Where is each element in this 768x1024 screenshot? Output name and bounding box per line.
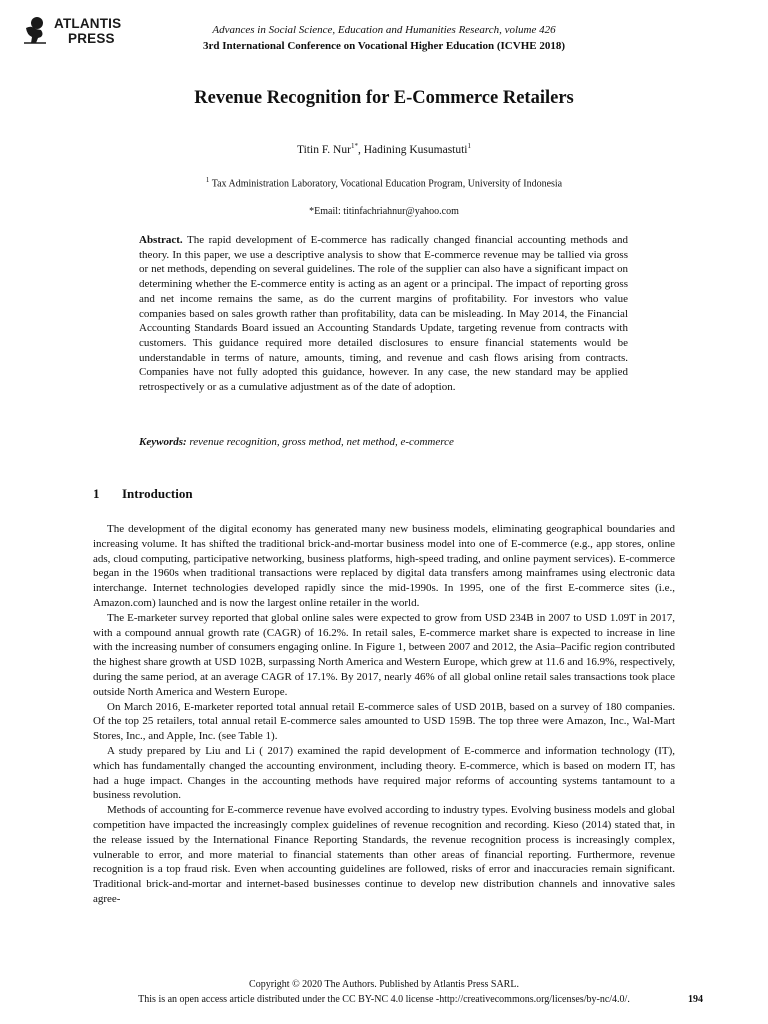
keywords (139, 435, 628, 449)
section-heading (93, 486, 193, 502)
author-separator: , (357, 143, 364, 156)
page-number: 194 (688, 994, 703, 1005)
author-name: Hadining Kusumastuti (363, 143, 468, 156)
paragraph: The development of the digital economy has generated many new business models, eliminating geographical boundaries and increasing volume. It has shifted the traditional brick-and-mortar business model into one of E-commerce (e.g., app stores, online ads, cloud computing, participative networking, business platforms, high-speed trading, and online payment services). E-commerce began in the 1960s when traditional transactions were replaced by digital data transfers among mainframes using electronic data interchange. Internet technologies developed rapidly since the mid-1990s. In 1995, one of the first E-commerce sites (i.e., Amazon.com) launched and is now the largest online retailer in the world. (93, 523, 675, 609)
abstract-text: The rapid development of E-commerce has radically changed financial accounting methods and theory. In this paper, we use a descriptive analysis to show that E-commerce revenue may be tallied via gross or net methods, depending on several guidelines. The role of the supplier can also have a significant impact on determining whether the E-commerce entity is acting as an agent or a principal. The impact of reporting gross and net income remains the same, as do the current margins of profitability. For investors who value companies based on sales growth rather than profitability, data can be misleading. In May 2014, the Financial Accounting Standards Board issued an Accounting Standards Update, targeting revenue from contracts with customers. This guidance required more detailed disclosures to ensure financial statements would be understandable in terms of nature, amounts, timing, and revenue and cash flows arising from contracts. Companies have not fully adopted this guidance, however. In any case, the new standard may be applied retrospectively or as a cumulative adjustment as of the date of adoption. (139, 234, 628, 394)
copyright-notice: Copyright © 2020 The Authors. Published by Atlantis Press SARL. (249, 979, 519, 990)
author-affiliation-mark: 1 (467, 142, 472, 150)
license-notice: This is an open access article distributed under the CC BY-NC 4.0 license -http://creativecommons.org/licenses/by-nc/4.0/. (138, 994, 630, 1005)
author-name: Titin F. Nur (296, 143, 351, 156)
author-line (0, 139, 768, 157)
section-number: 1 (93, 486, 100, 501)
section-title: Introduction (122, 486, 193, 501)
body-text (93, 522, 675, 907)
paper-title: Revenue Recognition for E-Commerce Retailers (194, 88, 574, 108)
paragraph: The E-marketer survey reported that global online sales were expected to grow from USD 234B in 2007 to USD 1.09T in 2017, with a compound annual growth rate (CAGR) of 16.2%. In retail sales, E-commerce market share is expected to increase in line with the increasing number of consumers engaging online. In Figure 1, between 2007 and 2012, the Asia–Pacific region contributed the highest share growth at USD 102B, surpassing North America and Western Europe, which grew at 11.6 and 16.9%, respectively, during the same period, at an average CAGR of 17.1%. By 2017, nearly 46% of all global online retail sales transactions took place outside North America and Western Europe. (93, 611, 675, 698)
paragraph: A study prepared by Liu and Li ( 2017) examined the rapid development of E-commerce and information technology (IT), which has fundamentally changed the accounting environment, including theory. E-commerce, which is based on modern IT, has had a huge impact. Changes in the accounting methods have required major reforms of accounting systems tantamount to a business revolution. (93, 744, 675, 802)
logo-line-2: PRESS (68, 31, 115, 46)
paragraph: On March 2016, E-marketer reported total annual retail E-commerce sales of USD 201B, based on a survey of 180 companies. Of the top 25 retailers, total annual retail E-commerce sales amounted to USD 159B. The top three were Amazon, Inc., Wal-Mart Stores, Inc., and Apple, Inc. (see Table 1). (93, 700, 675, 743)
affiliation-mark: 1 (205, 176, 210, 184)
conference-header: 3rd International Conference on Vocational Higher Education (ICVHE 2018) (203, 40, 565, 52)
affiliation (0, 174, 768, 190)
keywords-label: Keywords: (139, 436, 187, 448)
abstract (139, 233, 628, 395)
logo-line-1: ATLANTIS (54, 16, 122, 31)
corresponding-email: *Email: titinfachriahnur@yahoo.com (309, 206, 459, 217)
author-affiliation-mark: 1* (350, 142, 358, 150)
abstract-label: Abstract. (139, 234, 183, 246)
journal-header: Advances in Social Science, Education and Humanities Research, volume 426 (212, 24, 556, 36)
paragraph: Methods of accounting for E-commerce revenue have evolved according to industry types. Evolving business models and global competition have impacted the increasingly complex guidelines of revenue recognition and recording. Kieso (2014) stated that, in the release issued by the International Finance Reporting Standards, the revenue recognition process is increasingly complex, vulnerable to error, and more material to financial statements than other areas of financial reporting. Furthermore, revenue recognition is a top fraud risk. Even when accounting guidelines are followed, risks of error and inaccuracies remain significant. Traditional brick-and-mortar and internet-based businesses continue to develop new distribution channels and innovative sales agree- (93, 804, 675, 905)
affiliation-text: Tax Administration Laboratory, Vocational Education Program, University of Indonesia (209, 178, 563, 190)
keywords-text: revenue recognition, gross method, net method, e-commerce (186, 436, 454, 448)
